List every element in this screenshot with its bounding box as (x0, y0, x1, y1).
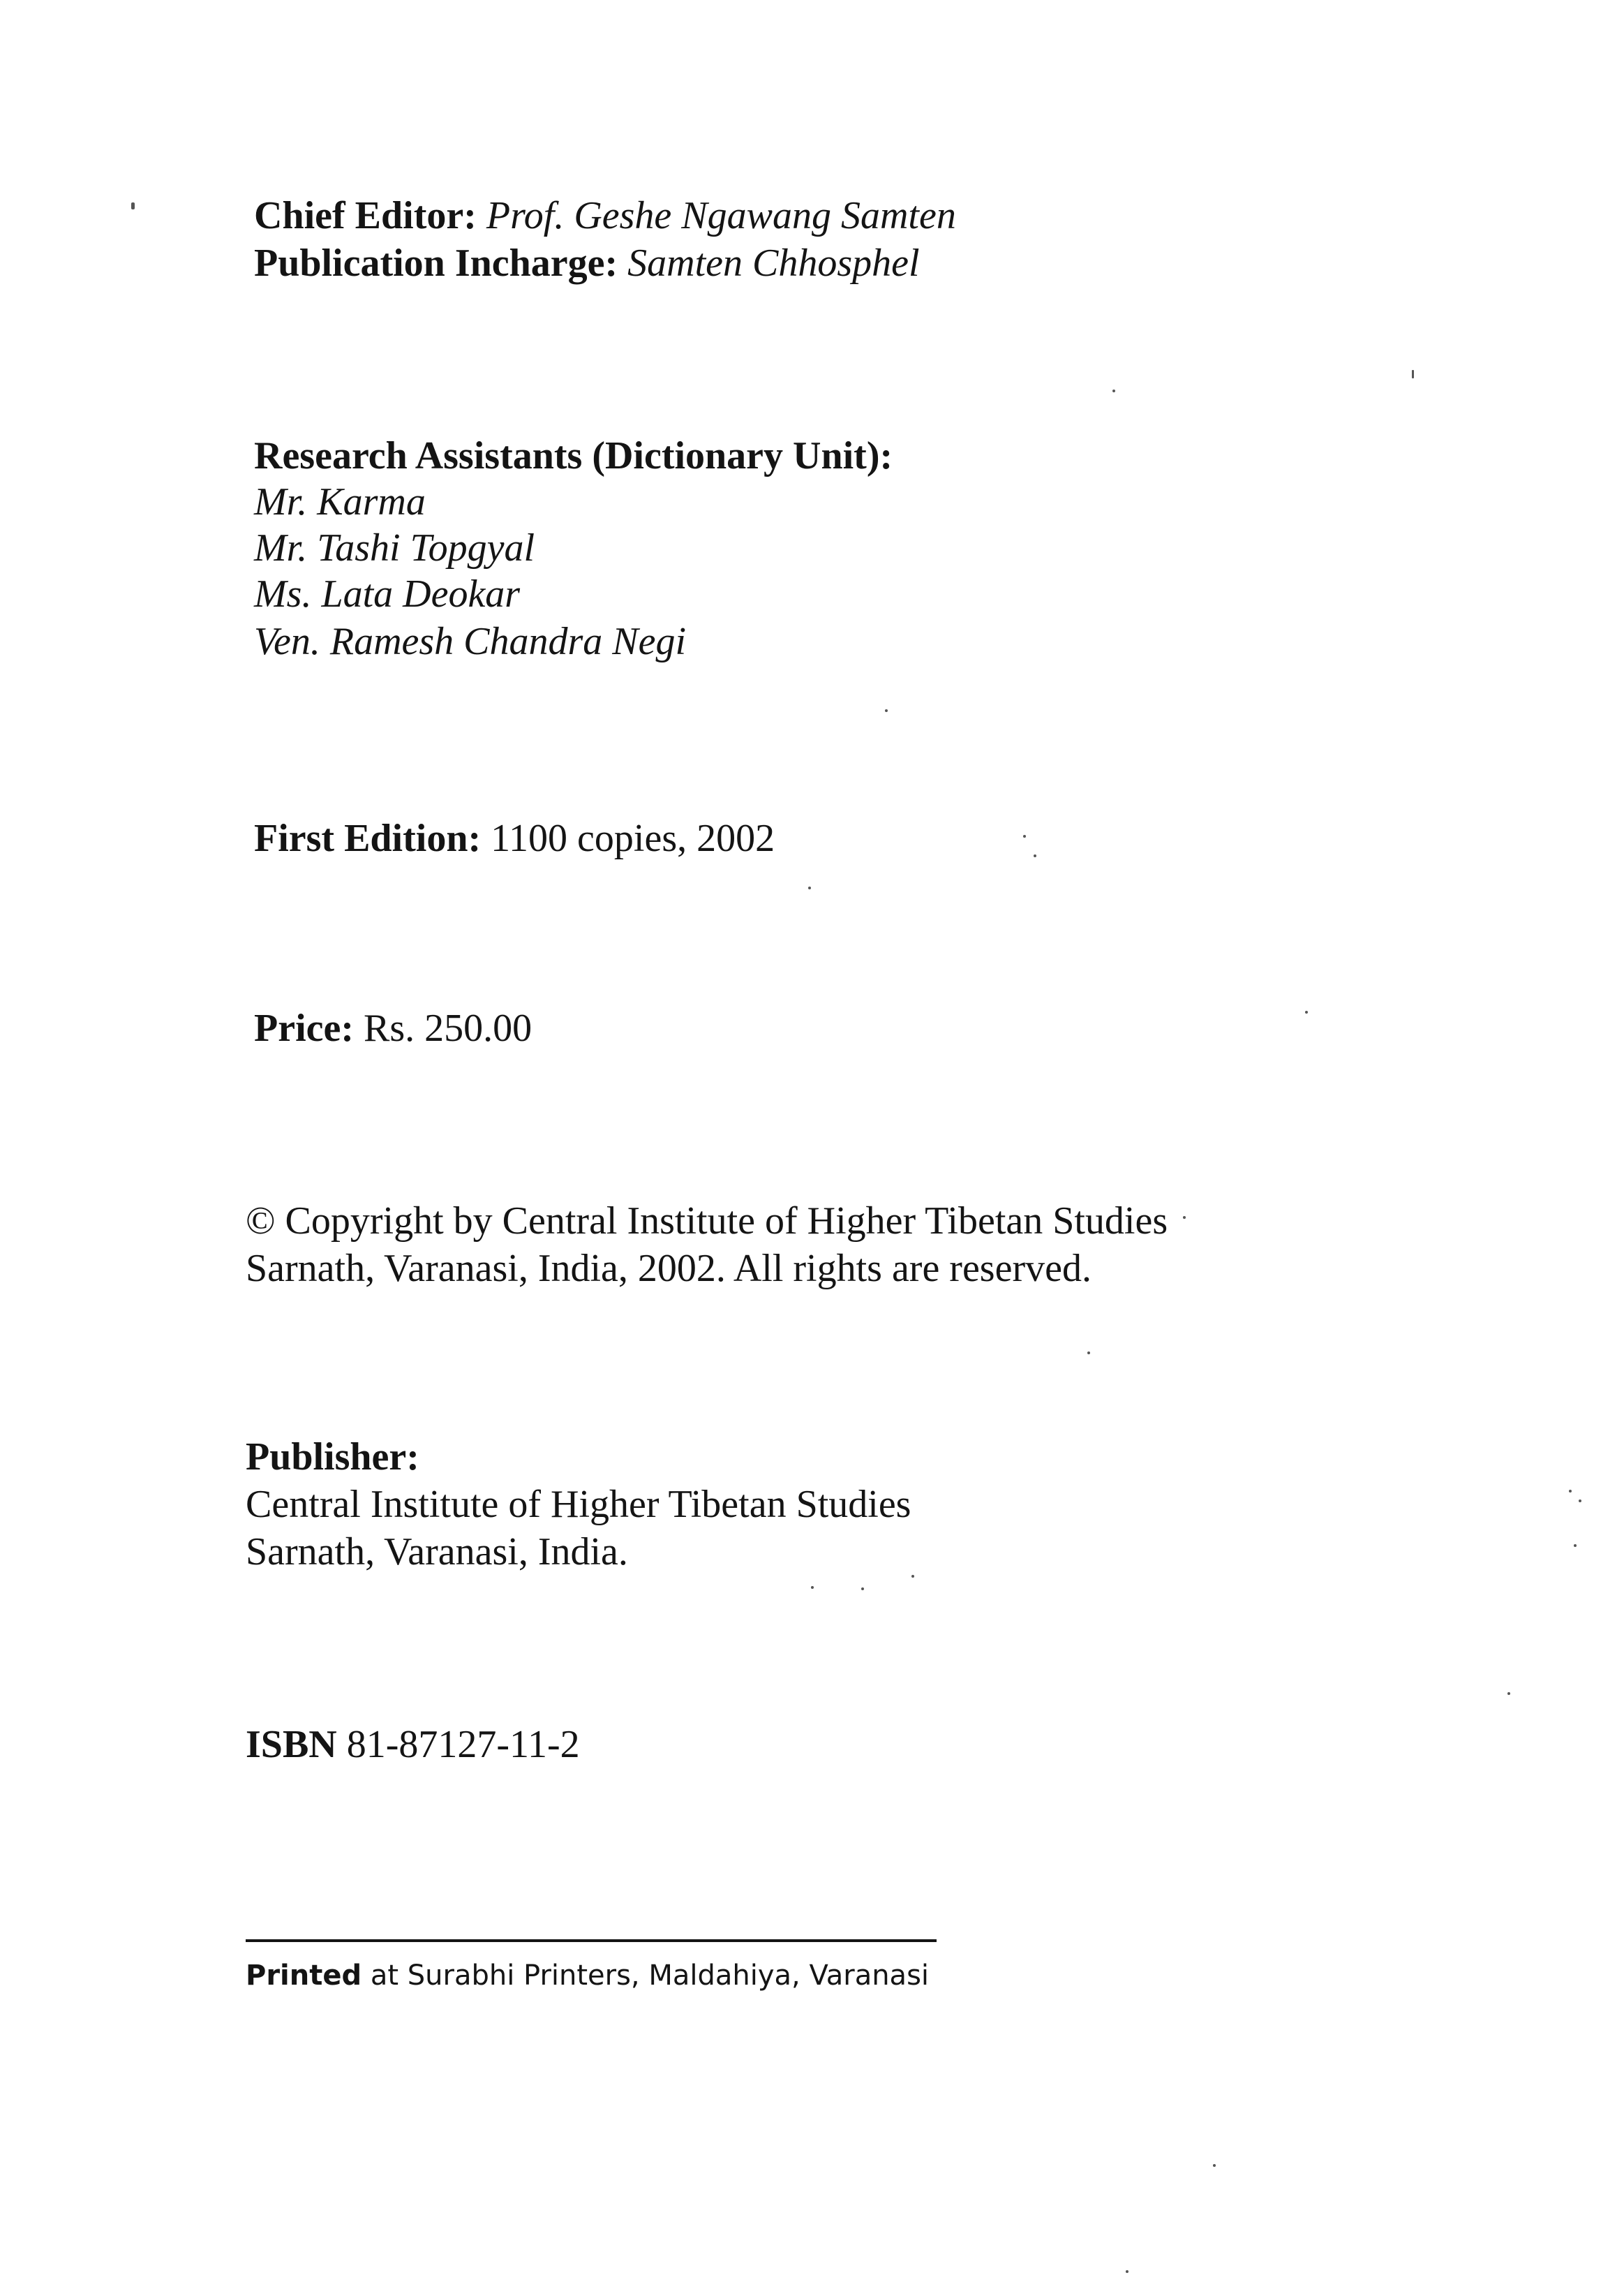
printer-text: at Surabhi Printers, Maldahiya, Varanasi (370, 1960, 930, 1992)
printer-line (246, 1958, 929, 1993)
scan-speck (811, 1586, 814, 1589)
isbn-label: ISBN (246, 1723, 337, 1766)
scan-speck (1574, 1544, 1577, 1547)
scan-speck (1569, 1490, 1572, 1493)
isbn-value: 81-87127-11-2 (346, 1723, 580, 1766)
publisher-line-1: Central Institute of Higher Tibetan Studies (246, 1483, 911, 1526)
scan-speck (861, 1587, 864, 1590)
scan-speck (131, 202, 135, 209)
edition-line (254, 815, 775, 861)
scan-speck (1112, 390, 1115, 392)
printer-label: Printed (246, 1960, 362, 1992)
copyright-line-1: © Copyright by Central Institute of Higher Tibetan Studies (246, 1199, 1168, 1243)
research-assistants-heading: Research Assistants (Dictionary Unit): (254, 434, 893, 477)
isbn-line (246, 1721, 580, 1768)
scan-speck (1023, 835, 1026, 838)
scan-speck (1305, 1011, 1308, 1014)
price-label: Price: (254, 1007, 354, 1050)
publication-incharge-label: Publication Incharge: (254, 242, 618, 285)
edition-label: First Edition: (254, 817, 482, 860)
scan-speck (1183, 1216, 1186, 1219)
chief-editor-name: Prof. Geshe Ngawang Samten (486, 194, 956, 237)
chief-editor-label: Chief Editor: (254, 194, 477, 237)
edition-value: 1100 copies, 2002 (491, 817, 775, 860)
publisher-line-2: Sarnath, Varanasi, India. (246, 1530, 628, 1573)
scan-speck (1412, 370, 1414, 378)
research-assistant-name: Ms. Lata Deokar (254, 572, 521, 616)
publication-incharge-line (254, 240, 920, 286)
price-value: Rs. 250.00 (363, 1007, 532, 1050)
scan-speck (1579, 1499, 1581, 1502)
chief-editor-line (254, 193, 956, 239)
publication-incharge-name: Samten Chhosphel (627, 242, 920, 285)
research-assistant-name: Mr. Karma (254, 480, 426, 524)
research-assistant-name: Mr. Tashi Topgyal (254, 526, 535, 570)
scan-speck (808, 887, 811, 889)
research-assistant-name: Ven. Ramesh Chandra Negi (254, 620, 687, 663)
copyright-line-2: Sarnath, Varanasi, India, 2002. All rights are reserved. (246, 1247, 1092, 1290)
scan-speck (885, 709, 888, 712)
price-line (254, 1005, 532, 1051)
scan-speck (911, 1575, 914, 1578)
scan-speck (1126, 2270, 1128, 2273)
scan-speck (1213, 2164, 1216, 2167)
scan-speck (1507, 1692, 1510, 1695)
scan-speck (1087, 1351, 1090, 1354)
publisher-label: Publisher: (246, 1435, 419, 1479)
scan-speck (1034, 854, 1036, 857)
footer-rule (246, 1939, 937, 1942)
